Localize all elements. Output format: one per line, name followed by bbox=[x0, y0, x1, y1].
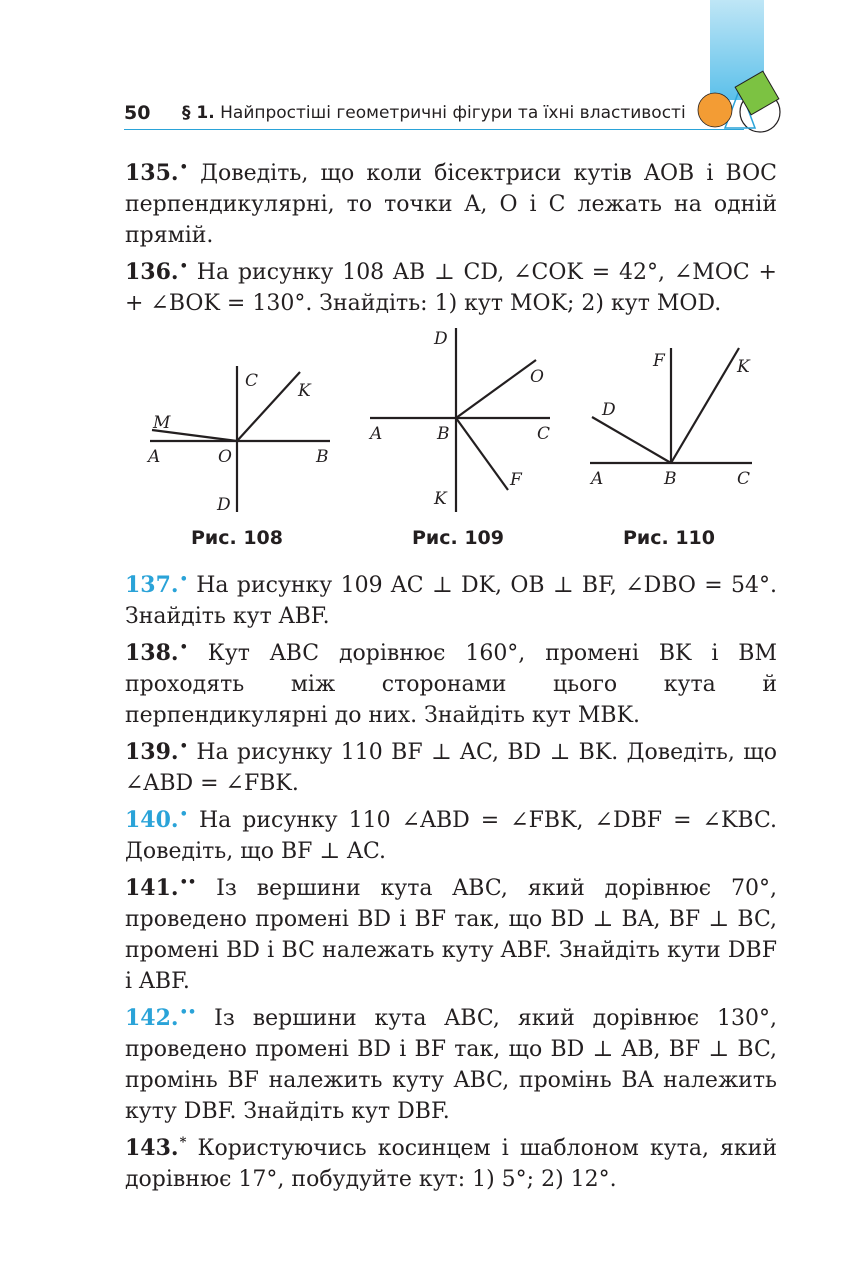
fig110-label-b: B bbox=[664, 469, 677, 489]
fig108-label-o: O bbox=[218, 447, 232, 467]
problem-139 bbox=[125, 731, 777, 799]
fig109-label-o: O bbox=[530, 367, 544, 387]
fig110-label-a: A bbox=[591, 469, 604, 489]
decorative-shapes bbox=[690, 0, 790, 150]
fig108-label-c: C bbox=[245, 371, 259, 391]
fig108-label-m: M bbox=[153, 413, 171, 433]
fig108-label-k: K bbox=[298, 381, 311, 401]
difficulty-mark: • bbox=[179, 572, 188, 587]
fig109-label-d: D bbox=[434, 329, 448, 349]
problem-text: На рисунку 110 ∠ABD = ∠FBK, ∠DBF = ∠KBC. Доведіть, що BF ⊥ AC. bbox=[125, 808, 778, 864]
caption-fig-108: Рис. 108 bbox=[191, 527, 283, 549]
difficulty-mark: • bbox=[179, 259, 188, 274]
fig110-label-d: D bbox=[602, 400, 616, 420]
difficulty-mark: • bbox=[179, 640, 188, 655]
problem-143 bbox=[125, 1127, 777, 1195]
fig110-label-f: F bbox=[653, 351, 665, 371]
problem-number: 138. bbox=[125, 640, 179, 666]
section-mark: § 1. bbox=[182, 103, 215, 123]
fig108-label-d: D bbox=[217, 495, 231, 515]
fig109-ray-bf bbox=[456, 418, 508, 490]
caption-fig-109: Рис. 109 bbox=[412, 527, 504, 549]
problem-137 bbox=[125, 564, 777, 632]
fig109-label-b: B bbox=[437, 424, 450, 444]
problem-142 bbox=[125, 997, 777, 1127]
problem-text: Кут ABC дорівнює 160°, промені BK і BM проходять між сторонами цього кута й перпендикулярні до них. Знайдіть кут MBK. bbox=[125, 641, 777, 728]
problem-number: 136. bbox=[125, 259, 179, 285]
fig110-label-k: K bbox=[737, 357, 750, 377]
problem-text: На рисунку 109 AC ⊥ DK, OB ⊥ BF, ∠DBO = 54°. Знайдіть кут ABF. bbox=[125, 573, 778, 629]
problem-141 bbox=[125, 867, 777, 997]
problem-135 bbox=[125, 152, 777, 251]
problem-140 bbox=[125, 799, 777, 867]
problem-number: 141. bbox=[125, 875, 179, 901]
running-title bbox=[182, 103, 686, 123]
caption-fig-110: Рис. 110 bbox=[623, 527, 715, 549]
problem-text: Доведіть, що коли бісектриси кутів AOB і BOC перпендикулярні, то точки A, O і C лежать на одній прямій. bbox=[125, 161, 777, 248]
difficulty-mark: •• bbox=[179, 1005, 197, 1020]
fig108-label-b: B bbox=[316, 447, 329, 467]
difficulty-mark: • bbox=[179, 160, 188, 175]
problem-text: На рисунку 110 BF ⊥ AC, BD ⊥ BK. Доведіть, що ∠ABD = ∠FBK. bbox=[125, 740, 777, 796]
problem-136 bbox=[125, 251, 777, 319]
difficulty-mark: * bbox=[179, 1135, 187, 1150]
problem-number: 140. bbox=[125, 807, 179, 833]
fig108-label-a: A bbox=[148, 447, 161, 467]
difficulty-mark: •• bbox=[179, 875, 197, 890]
fig109-label-a: A bbox=[370, 424, 383, 444]
difficulty-mark: • bbox=[179, 739, 188, 754]
problems-bottom bbox=[125, 564, 777, 1195]
difficulty-mark: • bbox=[179, 807, 188, 822]
fig109-label-k: K bbox=[434, 489, 447, 509]
problem-text: На рисунку 108 AB ⊥ CD, ∠COK = 42°, ∠MOC + + ∠BOK = 130°. Знайдіть: 1) кут MOK; 2) кут MOD. bbox=[125, 260, 777, 316]
problem-number: 137. bbox=[125, 572, 179, 598]
problem-138 bbox=[125, 632, 777, 731]
fig110-ray-bd bbox=[592, 417, 671, 463]
problem-number: 143. bbox=[125, 1135, 179, 1161]
fig110-ray-bk bbox=[671, 348, 739, 463]
problems-top bbox=[125, 152, 777, 319]
fig109-label-c: C bbox=[537, 424, 551, 444]
problem-text: Із вершини кута ABC, який дорівнює 70°, проведено промені BD і BF так, що BD ⊥ BA, BF ⊥ BC, промені BD і BC належать куту ABF. Знайдіть кути DBF і ABF. bbox=[125, 876, 777, 994]
page-number: 50 bbox=[124, 102, 151, 124]
page-header bbox=[124, 98, 684, 128]
figures bbox=[140, 322, 780, 532]
problem-number: 135. bbox=[125, 160, 179, 186]
fig110-label-c: C bbox=[737, 469, 751, 489]
fig109-label-f: F bbox=[510, 470, 522, 490]
header-rule bbox=[124, 129, 744, 130]
problem-text: Користуючись косинцем і шаблоном кута, який дорівнює 17°, побудуйте кут: 1) 5°; 2) 12°. bbox=[125, 1136, 777, 1192]
fig109-ray-bo bbox=[456, 360, 536, 418]
problem-number: 142. bbox=[125, 1005, 179, 1031]
problem-number: 139. bbox=[125, 739, 179, 765]
section-title: Найпростіші геометричні фігури та їхні властивості bbox=[220, 103, 686, 123]
problem-text: Із вершини кута ABC, який дорівнює 130°, проведено промені BD і BF так, що BD ⊥ AB, BF ⊥ BC, промінь BF належить куту ABC, промінь BA належить куту DBF. Знайдіть кут DBF. bbox=[125, 1006, 777, 1124]
orange-circle-shape bbox=[698, 93, 732, 127]
